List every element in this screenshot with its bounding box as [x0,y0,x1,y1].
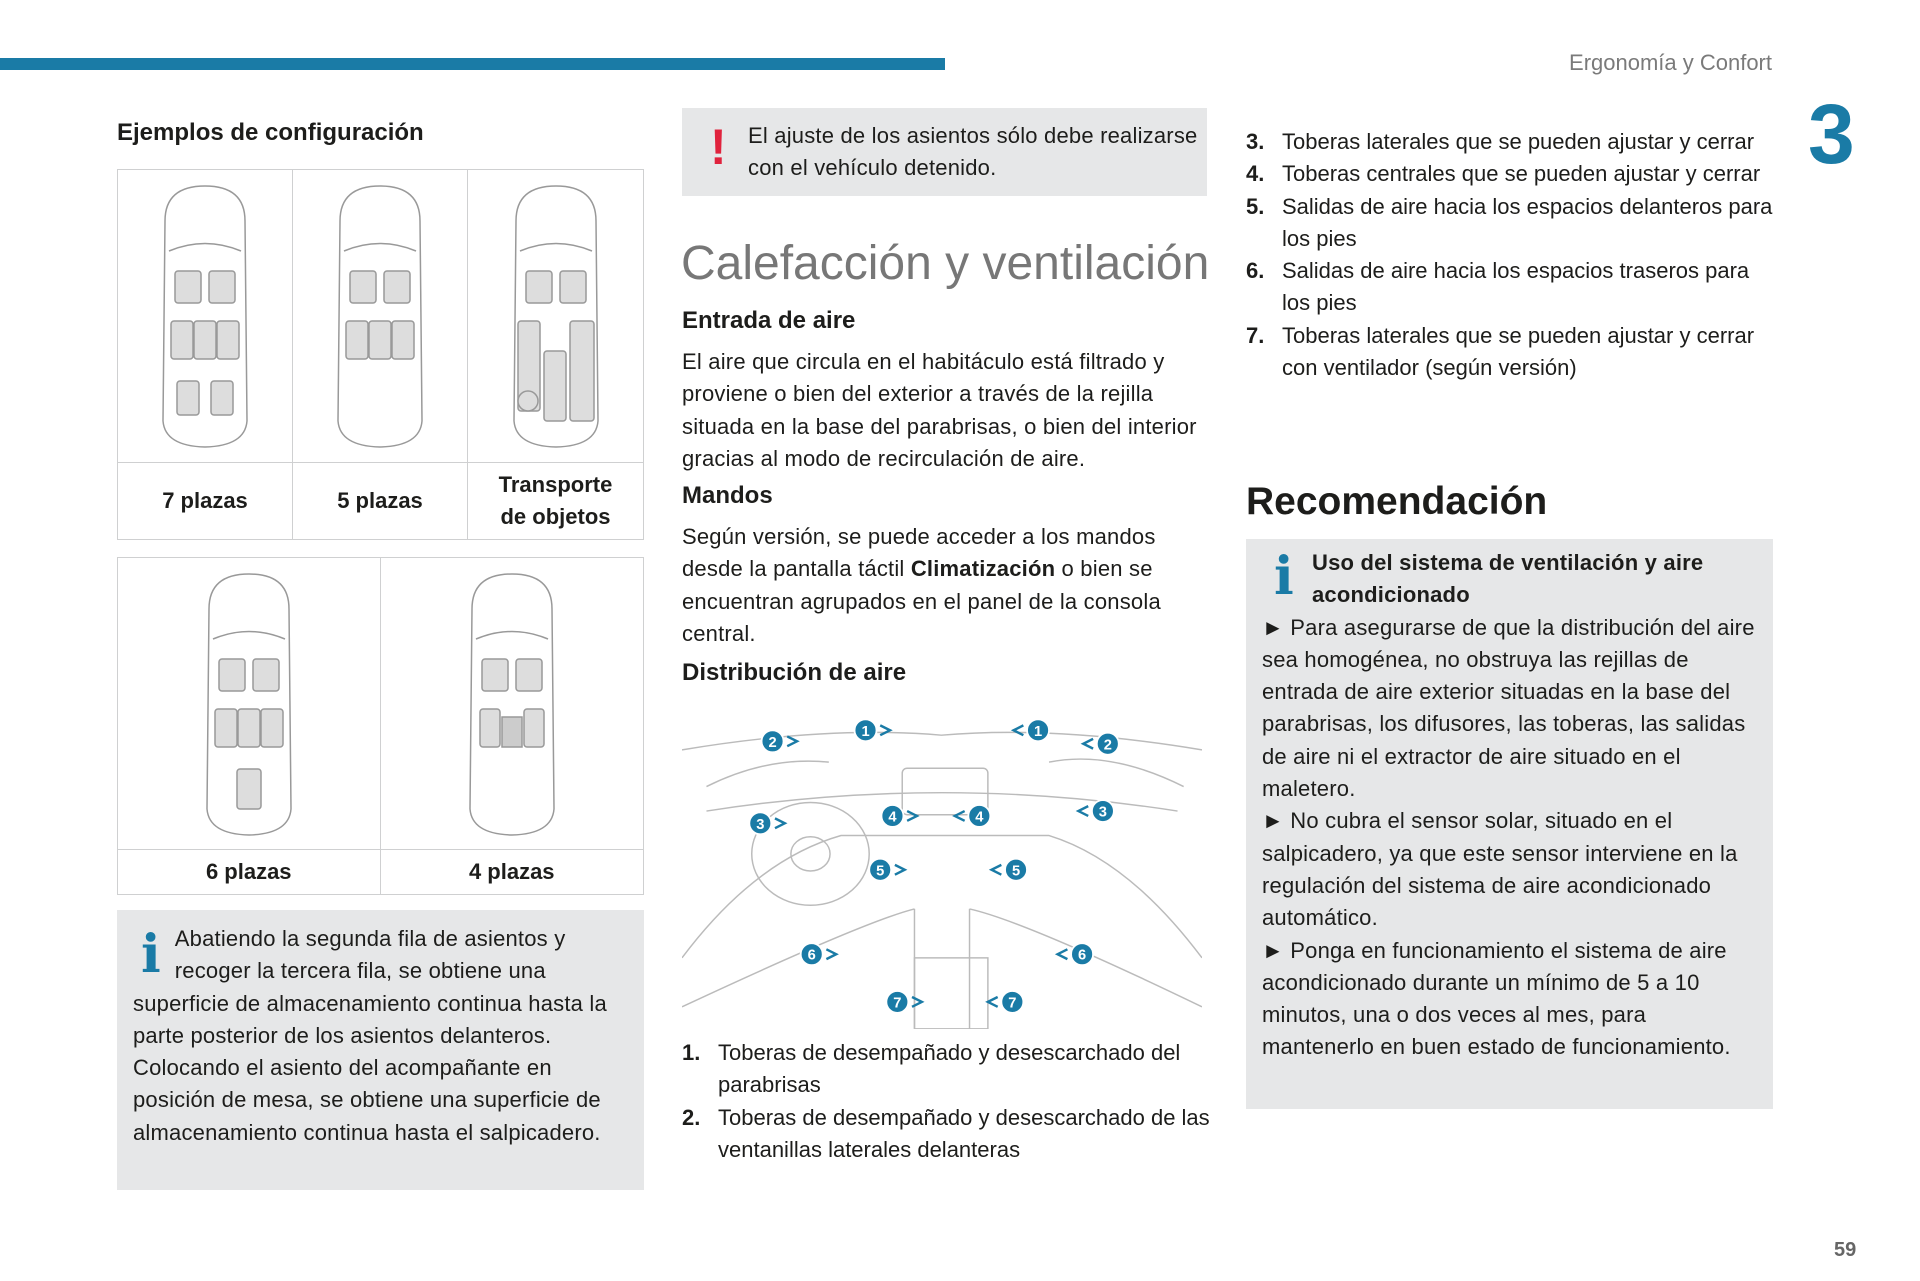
seat-shape [346,321,368,359]
mandos-text-b: o bien se encuentran agrupados en el panel de la consola central. [682,556,1161,647]
svg-text:3: 3 [756,816,765,833]
mandos-text-a: Según versión, se puede acceder a los mandos desde la pantalla táctil [682,524,1156,582]
item-number: 4. [1246,161,1265,187]
seat-shape [384,271,410,303]
seat-shape [209,271,235,303]
config-label: 4 plazas [381,849,644,894]
section-heading: Calefacción y ventilación [681,237,1210,290]
seat-shape [350,271,376,303]
airflow-arrow-icon [775,818,785,828]
seat-shape [392,321,414,359]
windshield-line [213,631,285,639]
item-text: Salidas de aire hacia los espacios delanteros para los pies [1282,193,1773,251]
svg-text:1: 1 [861,723,870,740]
config-title: Ejemplos de configuración [117,119,424,146]
bullet-3 [1262,935,1757,1064]
list-item [682,1037,1212,1102]
item-text: Toberas laterales que se pueden ajustar y cerrar con ventilador (según versión) [1282,322,1755,381]
bullet-text: No cubra el sensor solar, situado en el salpicadero, ya que este sensor interviene en la regulación del sistema de aire acondicionado automático. [1262,808,1738,931]
config-grid-1 [117,169,644,540]
config-5-plazas [293,170,468,539]
airflow-arrow-icon [1014,725,1024,735]
car-body-outline [470,574,554,835]
mandos-bold: Climatización [910,556,1056,582]
seat-shape [175,271,201,303]
seat-shape [194,321,216,359]
vent-marker-3 [749,812,784,834]
config-7-plazas [118,170,293,539]
vent-marker-3 [1078,800,1113,822]
seat-shape [237,769,261,809]
seat-shape [516,659,542,691]
info-box-recommendation [1246,539,1773,1109]
seat-shape [570,321,594,421]
airflow-arrow-icon [992,865,1002,875]
bullet-2 [1262,805,1757,934]
list-item [1246,255,1776,320]
airflow-arrow-icon [912,997,922,1007]
bullet-1 [1262,612,1757,806]
svg-text:2: 2 [768,734,777,751]
config-label: Transporte de objetos [468,462,643,539]
seat-shape [560,271,586,303]
mandos-text [682,521,1212,650]
car-seat-icon [118,170,292,462]
list-item [1246,126,1776,158]
section-title: Ergonomía y Confort [1569,50,1772,75]
config-label: 5 plazas [293,462,467,539]
item-text: Toberas laterales que se pueden ajustar y cerrar [1282,129,1755,154]
airflow-arrow-icon [1078,806,1088,816]
seat-shape [171,321,193,359]
header-accent-bar [0,58,945,70]
seat-shape [217,321,239,359]
svg-text:6: 6 [1078,947,1087,964]
bullet-arrow-icon: ► [1262,614,1284,640]
car-body-outline [338,186,422,447]
seat-shape [238,709,260,747]
page-number: 59 [1834,1239,1857,1261]
svg-text:6: 6 [807,947,816,964]
warning-icon: ! [710,119,727,175]
vent-marker-2 [762,730,797,752]
item-text: Toberas de desempañado y desescarchado de las ventanillas laterales delanteras [718,1104,1210,1162]
windshield-line [476,631,548,639]
item-number: 3. [1246,129,1265,154]
airflow-arrow-icon [1083,739,1093,749]
info-title: Uso del sistema de ventilación y aire acondicionado [1312,550,1704,608]
vent-marker-5 [992,859,1027,881]
svg-text:3: 3 [1098,804,1107,821]
item-number: 2. [682,1104,701,1130]
config-grid-2 [117,557,644,895]
windshield-line [344,244,416,252]
dist-title: Distribución de aire [682,659,907,687]
seat-shape [219,659,245,691]
airflow-arrow-icon [787,736,797,746]
svg-text:7: 7 [1008,995,1017,1012]
seat-shape [526,271,552,303]
car-seat-icon [381,558,644,849]
seat-shape [211,381,233,415]
air-distribution-diagram [682,713,1202,1029]
seat-shape [480,709,500,747]
car-seat-icon [468,170,643,462]
config-6-plazas [118,558,381,894]
windshield-line [520,244,592,252]
list-item [1246,158,1776,190]
vent-marker-6 [1058,943,1093,965]
air-content [682,306,1212,688]
item-number: 5. [1246,193,1265,219]
car-seat-icon [118,558,380,849]
info-icon: i [141,924,161,985]
config-4-plazas [381,558,644,894]
item-text: Salidas de aire hacia los espacios traseros para los pies [1282,258,1750,316]
bullet-text: Ponga en funcionamiento el sistema de aire acondicionado durante un mínimo de 5 a 10 minutos, una o dos veces al mes, para mantenerlo en buen estado de funcionamiento. [1262,937,1731,1060]
airflow-arrow-icon [955,811,965,821]
car-body-outline [163,186,247,447]
vent-list-2 [1246,126,1776,384]
item-number: 7. [1246,322,1265,348]
car-seat-icon [293,170,467,462]
svg-text:5: 5 [876,863,885,880]
airflow-arrow-icon [826,949,836,959]
airflow-arrow-icon [907,811,917,821]
bullet-arrow-icon: ► [1262,808,1284,834]
config-transporte [468,170,643,539]
list-item [682,1102,1212,1167]
vent-marker-7 [886,991,921,1013]
list-item [1246,191,1776,256]
mandos-title: Mandos [682,482,773,510]
svg-text:4: 4 [975,809,984,826]
list-item [1246,320,1776,385]
vent-marker-5 [869,859,904,881]
recommendation-title: Recomendación [1246,480,1548,523]
item-text: Toberas centrales que se pueden ajustar y cerrar [1282,161,1761,187]
item-text: Toberas de desempañado y desescarchado del parabrisas [718,1040,1181,1098]
info-box-storage [117,910,644,1190]
airflow-arrow-icon [1058,949,1068,959]
svg-text:4: 4 [888,809,897,826]
vent-marker-1 [855,719,890,741]
airflow-arrow-icon [880,725,890,735]
airflow-arrow-icon [988,997,998,1007]
seat-shape [544,351,566,421]
warning-text: El ajuste de los asientos sólo debe realizarse con el vehículo detenido. [748,123,1198,181]
chapter-number: 3 [1808,87,1855,181]
svg-text:7: 7 [893,995,902,1012]
warning-box [682,108,1207,196]
entrada-text: El aire que circula en el habitáculo está filtrado y proviene o bien del exterior a través de la rejilla situada en la base del parabrisas, o bien del interior gracias al modo de recirculación de aire. [682,349,1197,471]
vent-marker-7 [988,991,1023,1013]
item-number: 1. [682,1040,701,1065]
config-label: 6 plazas [118,849,380,894]
bullet-arrow-icon: ► [1262,937,1284,963]
seat-shape [215,709,237,747]
vent-marker-4 [881,805,916,827]
entrada-title: Entrada de aire [682,307,856,334]
vent-list-1 [682,1037,1212,1166]
vent-marker-4 [955,805,990,827]
windshield-line [169,244,241,252]
seat-shape [261,709,283,747]
seat-shape [253,659,279,691]
item-number: 6. [1246,258,1265,284]
info-text: Abatiendo la segunda fila de asientos y recoger la tercera fila, se obtiene una superficie de almacenamiento continua hasta la parte posterior de los asientos delanteros. Colocando el asiento del acompañante en posición de mesa, se obtiene una superficie de almacenamiento continua hasta el salpicadero. [133,926,607,1145]
seat-shape [524,709,544,747]
airflow-arrow-icon [895,865,905,875]
svg-text:5: 5 [1011,863,1021,880]
bullet-text: Para asegurarse de que la distribución del aire sea homogénea, no obstruya las rejillas de entrada de aire exterior situadas en la base del parabrisas, los difusores, las toberas, las salidas de aire ni el extractor de aire situado en el maletero. [1262,614,1755,802]
info-icon-glyph: i [1274,546,1294,607]
seat-shape [482,659,508,691]
vent-marker-1 [1014,719,1049,741]
vent-marker-6 [801,943,836,965]
svg-text:1: 1 [1033,723,1043,740]
seat-shape [177,381,199,415]
svg-text:2: 2 [1103,737,1112,754]
seat-shape [369,321,391,359]
config-label: 7 plazas [118,462,292,539]
